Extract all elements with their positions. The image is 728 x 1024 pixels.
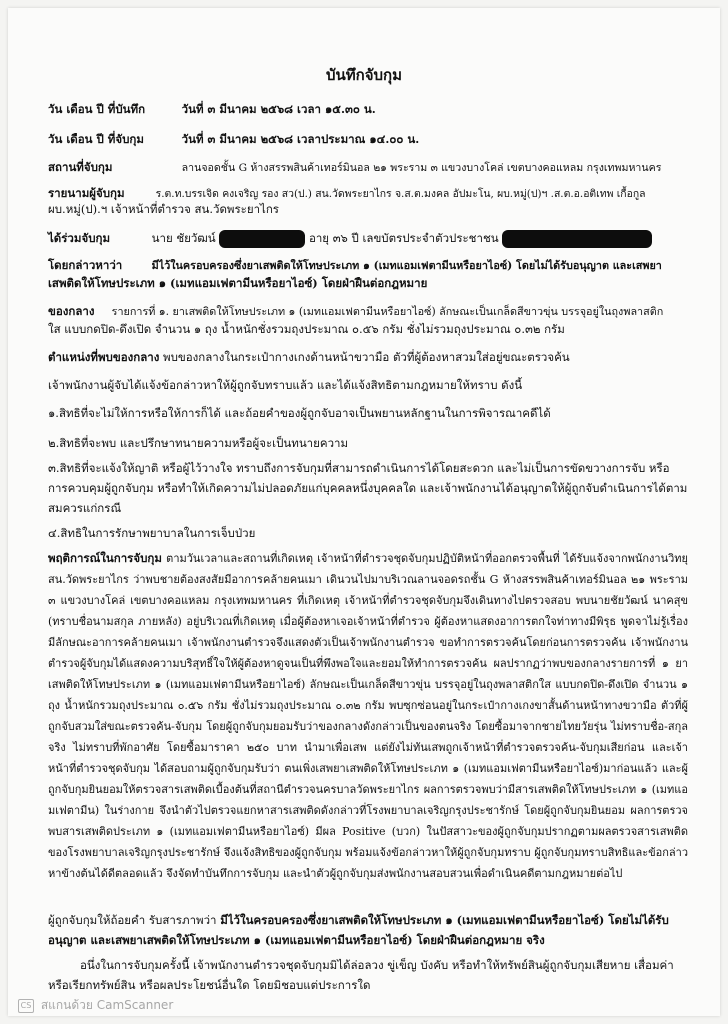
place-value: ลานจอดชั้น G ห้างสรรพสินค้าเทอร์มินอล ๒๑ พระราม ๓ แขวงบางโคล่ เขตบางคอแหลม กรุงเทพมหานคร <box>181 162 662 174</box>
camscanner-logo-icon: CS <box>18 999 34 1013</box>
arrest-date-label: วัน เดือน ปี ที่จับกุม <box>48 132 144 146</box>
admission-paragraph <box>48 910 688 950</box>
evidence-label: ของกลาง <box>48 304 95 318</box>
charge-row <box>48 258 688 273</box>
right-3: ๓.สิทธิที่จะแจ้งให้ญาติ หรือผู้ไว้วางใจ ทราบถึงการจับกุมที่สามารถดำเนินการได้โดยสะดวก และไม่เป็นการขัดขวางการจับ หรือการควบคุมผู้ถูกจับกุม หรือทำให้เกิดความไม่ปลอดภัยแก่บุคคลหนึ่งบุคคลใด และเจ้าพนักงานได้อนุญาตให้ผู้ถูกจับดำเนินการได้ตามสมควรแก่กรณี <box>48 461 688 515</box>
charge-line1: มีไว้ในครอบครองซึ่งยาเสพติดให้โทษประเภท ๑ (เมทแอมเฟตามีนหรือยาไอซ์) โดยไม่ได้รับอนุญาต และเสพยา <box>151 259 662 272</box>
right-2: ๒.สิทธิที่จะพบ และปรึกษาทนายความหรือผู้จะเป็นทนายความ <box>48 436 349 450</box>
record-date-row <box>48 102 688 116</box>
place-row <box>48 160 688 175</box>
officers-row <box>48 186 688 201</box>
place-label: สถานที่จับกุม <box>48 160 113 174</box>
watermark-text: สแกนด้วย CamScanner <box>40 998 174 1012</box>
record-date-label: วัน เดือน ปี ที่บันทึก <box>48 102 146 116</box>
redaction-bar <box>219 230 305 248</box>
closing-line-2: หรือเรียกทรัพย์สิน หรือผลประโยชน์อื่นใด โดยมิชอบแต่ประการใด <box>48 978 371 992</box>
co-arrest-row <box>48 230 688 248</box>
co-arrest-prefix: นาย ชัยวัฒน์ <box>151 231 216 245</box>
document-page <box>8 8 720 1016</box>
circumstances-label: พฤติการณ์ในการจับกุม <box>48 551 162 565</box>
camscanner-watermark <box>18 996 173 1015</box>
rights-intro: เจ้าพนักงานผู้จับได้แจ้งข้อกล่าวหาให้ผู้ถูกจับทราบแล้ว และได้แจ้งสิทธิตามกฎหมายให้ทราบ ดังนี้ <box>48 378 523 392</box>
closing-line-1: อนึ่งในการจับกุมครั้งนี้ เจ้าพนักงานตำรวจชุดจับกุมมิได้ล่อลวง ขู่เข็ญ บังคับ หรือทำให้ทรัพย์สินผู้ถูกจับกุมเสียหาย เสื่อมค่า <box>80 958 674 972</box>
arrest-date-row <box>48 132 688 146</box>
officers-line2: ผบ.หมู่(ป).ฯ เจ้าหน้าที่ตำรวจ สน.วัดพระยาไกร <box>48 202 279 216</box>
officers-line1: ร.ต.ท.บรรเจิด คงเจริญ รอง สว(ป.) สน.วัดพระยาไกร จ.ส.ต.มงคล อัปมะโน, ผบ.หมู่(ป)ฯ .ส.ต.อ.อติเทพ เกื้อกูล <box>155 188 646 200</box>
found-label: ตำแหน่งที่พบของกลาง <box>48 350 160 364</box>
record-date-value: วันที่ ๓ มีนาคม ๒๕๖๘ เวลา ๑๕.๓๐ น. <box>181 102 376 116</box>
admission-prefix: ผู้ถูกจับกุมให้ถ้อยคำ รับสารภาพว่า <box>48 913 217 927</box>
circumstances-text: ตามวันเวลาและสถานที่เกิดเหตุ เจ้าหน้าที่ตำรวจชุดจับกุมปฏิบัติหน้าที่ออกตรวจพื้นที่ ได้รับแจ้งจากพนักงานวิทยุ สน.วัดพระยาไกร ว่าพบชายต้องสงสัยมีอาการคล้ายคนเมา เดินวนไปมาบริเวณลานจอดรถชั้น G ห้างสรรพสินค้าเทอร์มินอล ๒๑ พระราม ๓ แขวงบางโคล่ เขตบางคอแหลม กรุงเทพมหานคร ที่เกิดเหตุ เจ้าหน้าที่ตำรวจชุดจับกุมจึงเดินทางไปตรวจสอบ พบนายชัยวัฒน์ นาคสุข (ทราบชื่อนามสกุล ภายหลัง) อยู่บริเวณที่เกิดเหตุ เมื่อผู้ต้องหาเจอเจ้าหน้าที่ตำรวจ ผู้ต้องหาแสดงอาการตกใจท่าทางมีพิรุธ พูดจาไม่รู้เรื่องมีลักษณะอาการคล้ายคนเมา เจ้าพนักงานตำรวจจึงแสดงตัวเป็นเจ้าพนักงานตำรวจ ขอทำการตรวจค้นโดยก่อนการตรวจค้น เจ้าพนักงานตำรวจผู้จับกุมได้แสดงความบริสุทธิ์ใจให้ผู้ต้องหาดูจนเป็นที่พึงพอใจและยอมให้ทำการตรวจค้น ผลปรากฏว่าพบของกลางรายการที่ ๑ ยาเสพติดให้โทษประเภท ๑ (เมทแอมเฟตามีนหรือยาไอซ์) ลักษณะเป็นเกล็ดสีขาวขุ่น บรรจุอยู่ในถุงพลาสติกใส แบบกดปิด-ดึงเปิด จำนวน ๑ ถุง น้ำหนักรวมถุงประมาณ ๐.๕๖ กรัม ชั่งไม่รวมถุงประมาณ ๐.๓๒ กรัม พบซุกซ่อนอยู่ในกระเป๋ากางเกงขาสั้นด้านหน้าทางขวามือ ตัวที่ผู้ถูกจับสวมใส่ขณะตรวจค้น-จับกุม โดยผู้ถูกจับกุมยอมรับว่าของกลางดังกล่าวเป็นของตนจริง โดยซื้อมาจากชายไทยวัยรุ่น ไม่ทราบชื่อ-สกุลจริง ไม่ทราบที่พักอาศัย โดยซื้อมาราคา ๒๕๐ บาท นำมาเพื่อเสพ แต่ยังไม่ทันเสพถูกเจ้าหน้าที่ตำรวจตรวจค้น-จับกุมเสียก่อน และเจ้าหน้าที่ตำรวจชุดจับกุม ได้สอบถามผู้ถูกจับกุมรับว่า ตนเพิ่งเสพยาเสพติดให้โทษประเภท ๑ (เมทแอมเฟตามีนหรือยาไอซ์)มาก่อนแล้ว และผู้ถูกจับกุมยินยอมให้ตรวจสารเสพติดเบื้องต้นที่สถานีตำรวจนครบาลวัดพระยาไกร ผลการตรวจพบว่ามีสารเสพติดให้โทษประเภท ๑ (เมทแอมเฟตามีน) ในร่างกาย จึงนำตัวไปตรวจแยกหาสารเสพติดดังกล่าวที่โรงพยาบาลเจริญกรุงประชารักษ์ โดยผู้ถูกจับกุมยินยอม ผลการตรวจพบสารเสพติดประเภท ๑ (เมทแอมเฟตามีนหรือยาไอซ์) มีผล Positive (บวก) ในปัสสาวะของผู้ถูกจับกุมปรากฏตามผลตรวจสารเสพติดของโรงพยาบาลเจริญกรุงประชารักษ์ จึงแจ้งสิทธิของผู้ถูกจับกุม พร้อมแจ้งข้อกล่าวหาให้ผู้ถูกจับกุมทราบ ผู้ถูกจับกุมทราบสิทธิและข้อกล่าวหาข้างต้นได้ดีตลอดแล้ว จึงจัดทำบันทึกการจับกุม และนำตัวผู้ถูกจับกุมส่งพนักงานสอบสวนเพื่อดำเนินคดีตามกฎหมายต่อไป <box>48 552 688 880</box>
right-4: ๔.สิทธิในการรักษาพยาบาลในการเจ็บป่วย <box>48 526 256 540</box>
redaction-bar <box>502 230 652 248</box>
found-value: พบของกลางในกระเป๋ากางเกงด้านหน้าขวามือ ตัวที่ผู้ต้องหาสวมใส่อยู่ขณะตรวจค้น <box>162 350 570 364</box>
evidence-row <box>48 304 688 319</box>
charge-label: โดยกล่าวหาว่า <box>48 258 123 272</box>
circumstances-paragraph <box>48 548 688 884</box>
evidence-line1: รายการที่ ๑. ยาเสพติดให้โทษประเภท ๑ (เมทแอมเฟตามีนหรือยาไอซ์) ลักษณะเป็นเกล็ดสีขาวขุ่น บรรจุอยู่ในถุงพลาสติก <box>111 305 664 318</box>
charge-line2: เสพติดให้โทษประเภท ๑ (เมทแอมเฟตามีนหรือยาไอซ์) โดยฝ่าฝืนต่อกฎหมาย <box>48 276 428 290</box>
co-arrest-label: ได้ร่วมจับกุม <box>48 231 111 245</box>
evidence-line2: ใส แบบกดปิด-ดึงเปิด จำนวน ๑ ถุง น้ำหนักชั่งรวมถุงประมาณ ๐.๕๖ กรัม ชั่งไม่รวมถุงประมาณ ๐.๓๒ กรัม <box>48 322 565 336</box>
found-row <box>48 350 688 364</box>
document-title: บันทึกจับกุม <box>325 66 403 84</box>
arrest-date-value: วันที่ ๓ มีนาคม ๒๕๖๘ เวลาประมาณ ๑๔.๐๐ น. <box>181 132 420 146</box>
right-1: ๑.สิทธิที่จะไม่ให้การหรือให้การก็ได้ และถ้อยคำของผู้ถูกจับอาจเป็นพยานหลักฐานในการพิจารณาคดีได้ <box>48 406 551 420</box>
officers-label: รายนามผู้จับกุม <box>48 186 125 200</box>
co-arrest-middle: อายุ ๓๖ ปี เลขบัตรประจำตัวประชาชน <box>308 231 499 245</box>
admission-statement: มีไว้ในครอบครองซึ่งยาเสพติดให้โทษประเภท ๑ (เมทแอมเฟตามีนหรือยาไอซ์) โดยไม่ได้รับอนุญาต และเสพยาเสพติดให้โทษประเภท ๑ (เมทแอมเฟตามีนหรือยาไอซ์) โดยฝ่าฝืนต่อกฎหมาย จริง <box>48 913 669 947</box>
